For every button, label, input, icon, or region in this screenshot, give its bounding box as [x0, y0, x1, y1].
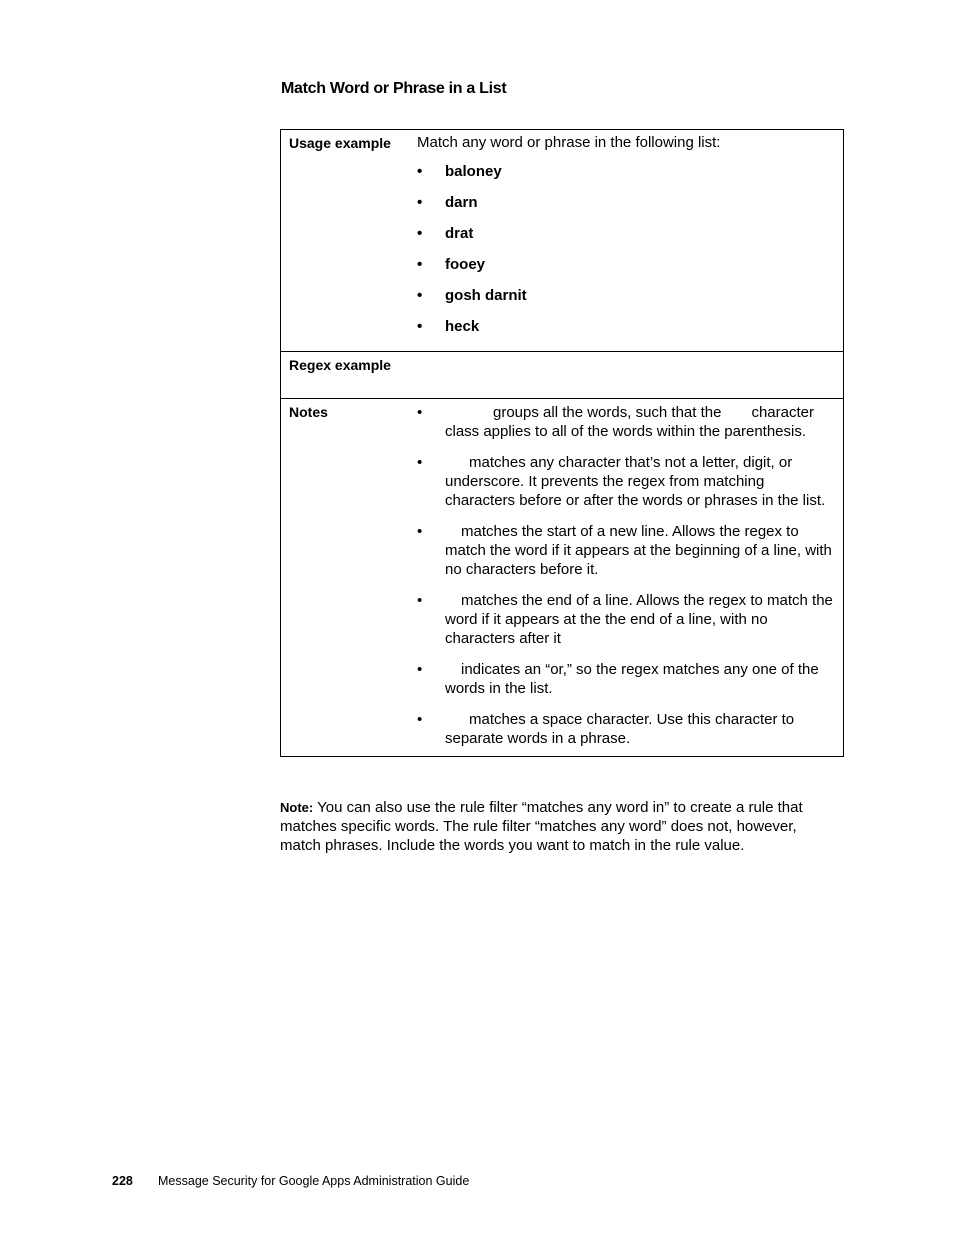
bullet-icon: •	[417, 592, 423, 609]
bullet-icon: •	[417, 287, 423, 304]
bullet-icon: •	[417, 404, 423, 421]
list-item	[417, 403, 835, 441]
page-number: 228	[112, 1174, 133, 1188]
regex-row	[281, 352, 843, 399]
bullet-icon: •	[417, 711, 423, 728]
usage-label: Usage example	[289, 135, 391, 151]
list-item	[417, 522, 835, 579]
bullet-icon: •	[417, 661, 423, 678]
note-label: Note:	[280, 800, 314, 815]
regex-table	[280, 129, 844, 757]
list-item	[417, 284, 835, 315]
usage-row	[281, 130, 843, 352]
notes-list	[417, 403, 835, 748]
list-item	[417, 660, 835, 698]
notes-label: Notes	[289, 404, 328, 420]
bullet-icon: •	[417, 523, 423, 540]
list-item	[417, 191, 835, 222]
bullet-icon: •	[417, 318, 423, 335]
list-item	[417, 591, 835, 648]
note-paragraph	[280, 798, 840, 855]
note-text: matches any character that’s not a letter, digit, or underscore. It prevents the regex from matching characters before or after the words or phrases in the list.	[445, 454, 826, 509]
note-text: matches the start of a new line. Allows the regex to match the word if it appears at the beginning of a line, with no characters before it.	[445, 523, 832, 578]
note-text: You can also use the rule filter “matches any word in” to create a rule that matches specific words. The rule filter “matches any word” does not, however, match phrases. Include the words you want to match in the rule value.	[280, 799, 803, 854]
section-heading: Match Word or Phrase in a List	[281, 80, 507, 97]
regex-label: Regex example	[289, 357, 391, 373]
bullet-icon: •	[417, 256, 423, 273]
word-text: baloney	[445, 163, 502, 180]
list-item	[417, 160, 835, 191]
word-list	[417, 160, 835, 346]
word-text: darn	[445, 194, 478, 211]
word-text: fooey	[445, 256, 486, 273]
list-item	[417, 710, 835, 748]
bullet-icon: •	[417, 454, 423, 471]
note-text: matches the end of a line. Allows the regex to match the word if it appears at the the end of a line, with no characters after it	[445, 592, 833, 647]
usage-intro: Match any word or phrase in the following list:	[417, 134, 721, 151]
bullet-icon: •	[417, 194, 423, 211]
note-text-continued: character class applies to all of the words within the parenthesis.	[445, 404, 814, 440]
word-text: gosh darnit	[445, 287, 527, 304]
notes-content	[417, 399, 843, 748]
page-footer	[112, 1174, 469, 1188]
bullet-icon: •	[417, 163, 423, 180]
bullet-icon: •	[417, 225, 423, 242]
note-text: matches a space character. Use this character to separate words in a phrase.	[445, 711, 795, 747]
list-item	[417, 315, 835, 346]
list-item	[417, 222, 835, 253]
list-item	[417, 253, 835, 284]
note-text: groups all the words, such that the	[493, 404, 722, 421]
usage-content	[417, 130, 843, 346]
word-text: drat	[445, 225, 474, 242]
notes-row	[281, 399, 843, 756]
footer-title: Message Security for Google Apps Administration Guide	[158, 1174, 470, 1188]
note-text: indicates an “or,” so the regex matches any one of the words in the list.	[445, 661, 819, 697]
word-text: heck	[445, 318, 480, 335]
list-item	[417, 453, 835, 510]
